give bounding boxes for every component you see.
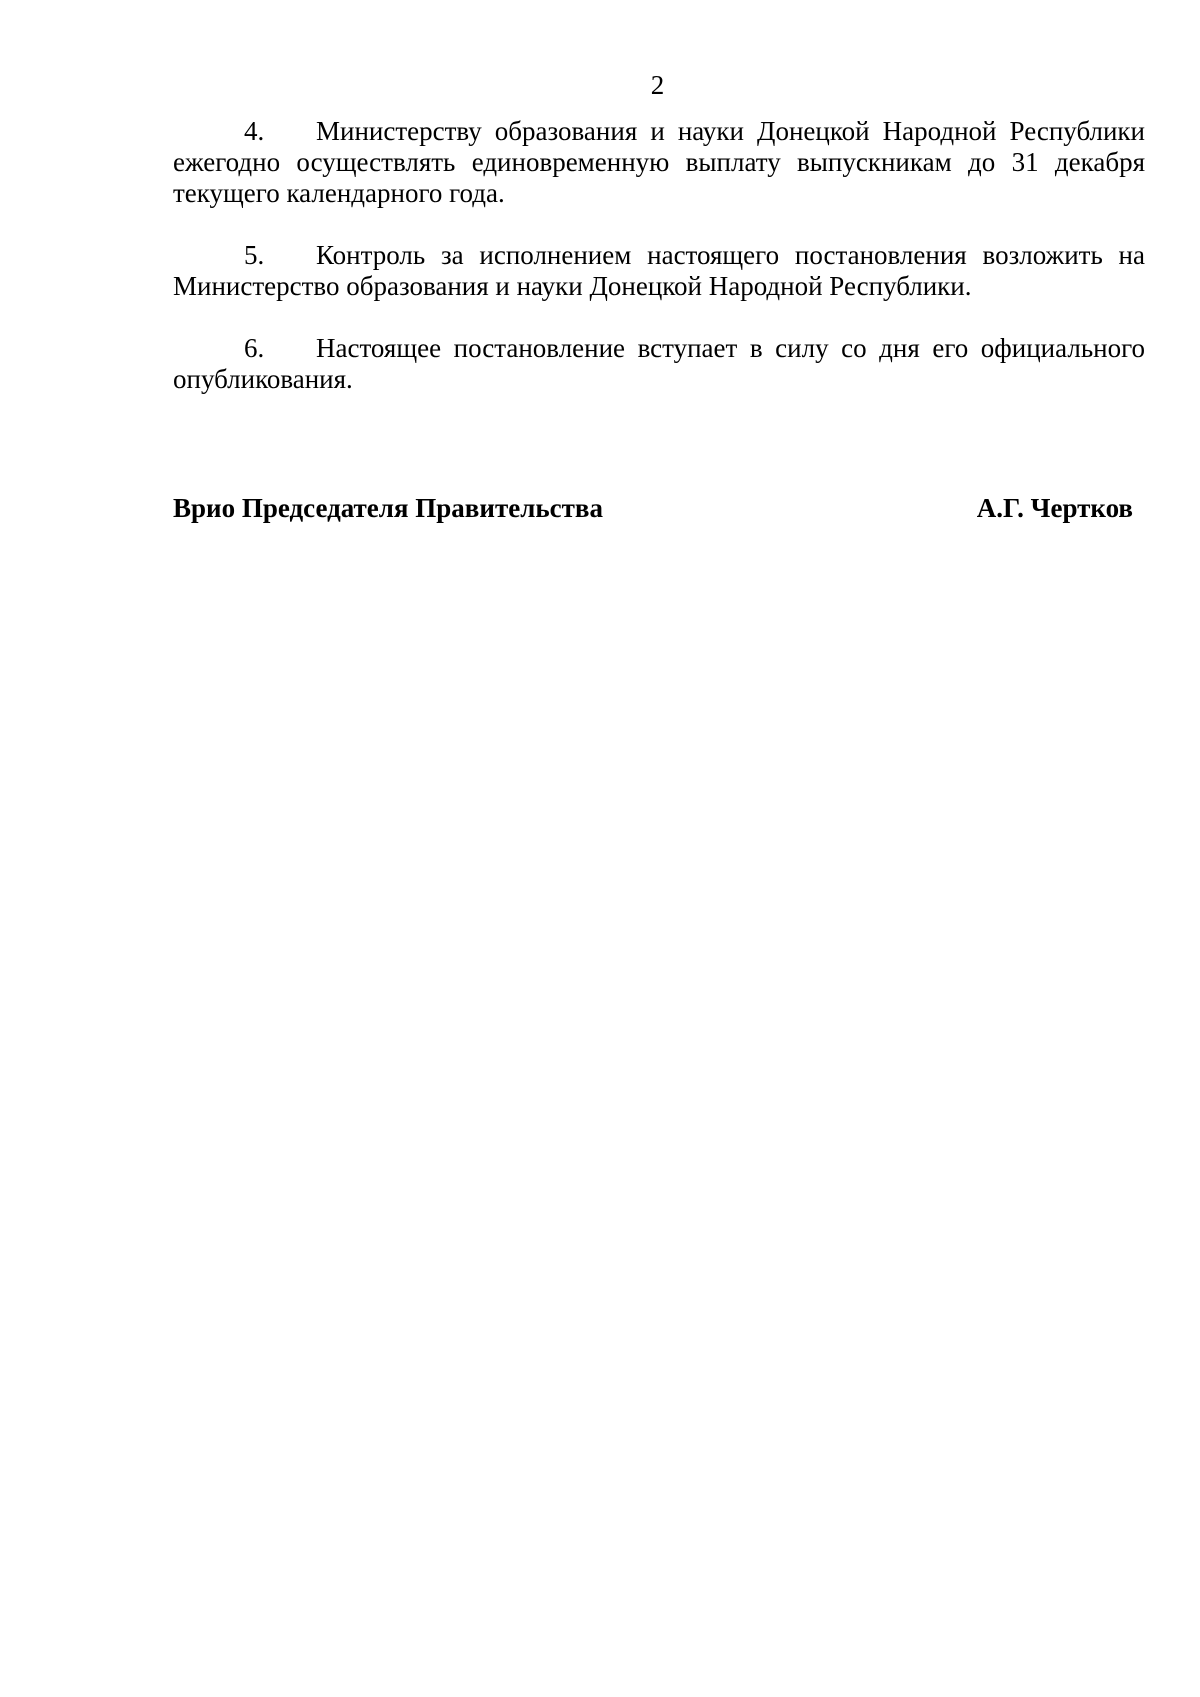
signatory-position: Врио Председателя Правительства — [173, 493, 603, 523]
signature-block — [173, 493, 1133, 524]
document-body — [173, 116, 1145, 426]
paragraph-text: Контроль за исполнением настоящего постановления возложить на Министерство образования и науки Донецкой Народной Республики. — [173, 240, 1145, 301]
paragraph-number: 6. — [244, 333, 265, 363]
signatory-name: А.Г. Чертков — [976, 493, 1133, 523]
paragraph-text: Министерству образования и науки Донецкой Народной Республики ежегодно осуществлять единовременную выплату выпускникам до 31 декабря текущего календарного года. — [173, 116, 1145, 208]
paragraph-number: 5. — [244, 240, 265, 270]
paragraph-text: Настоящее постановление вступает в силу со дня его официального опубликования. — [173, 333, 1145, 394]
paragraph-6 — [173, 333, 1145, 395]
paragraph-5 — [173, 240, 1145, 302]
page-number: 2 — [650, 70, 665, 100]
paragraph-number: 4. — [244, 116, 265, 146]
paragraph-4 — [173, 116, 1145, 209]
